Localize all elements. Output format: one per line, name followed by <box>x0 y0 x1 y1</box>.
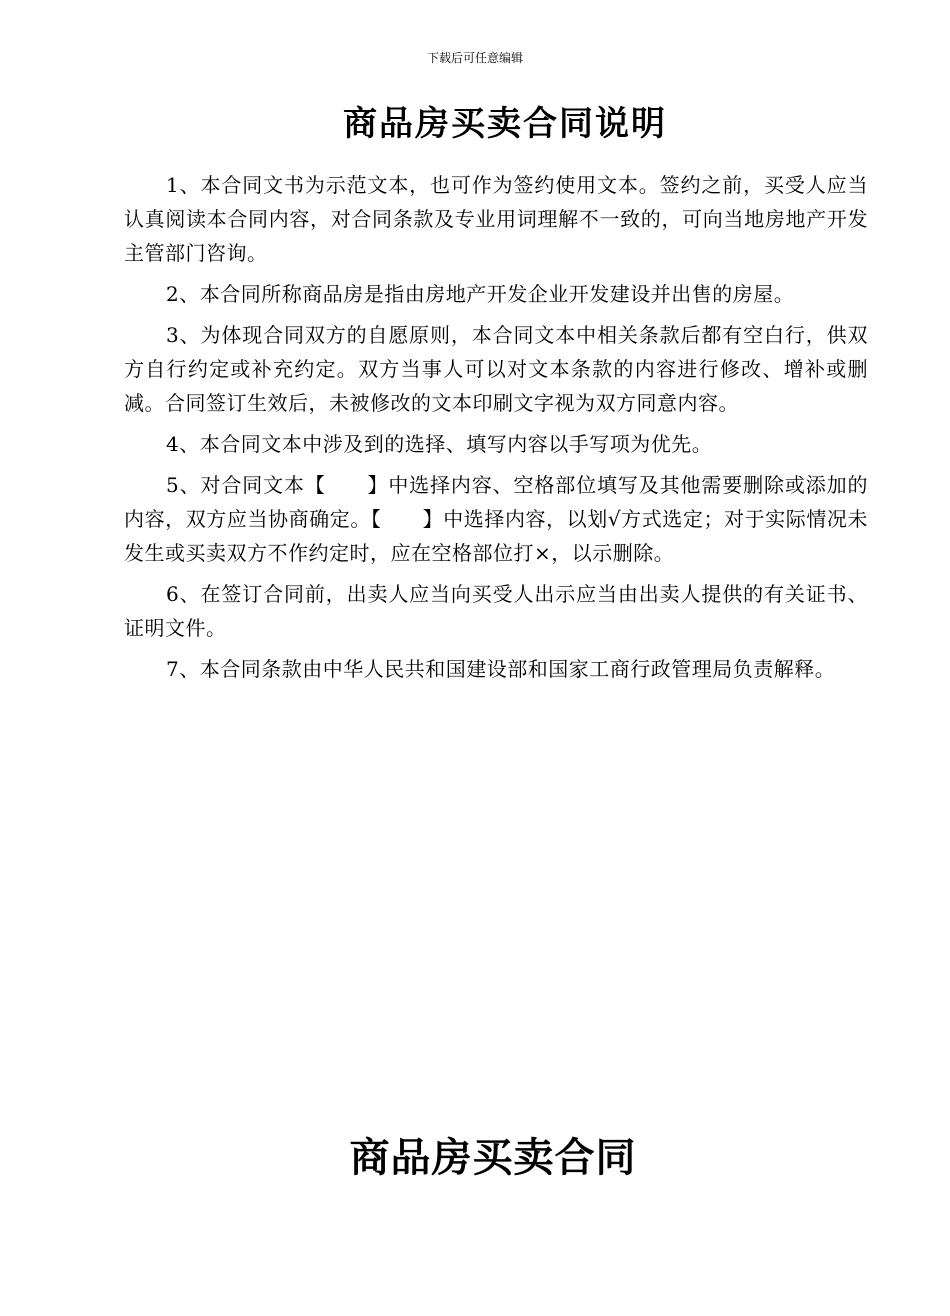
explanation-title: 商品房买卖合同说明 <box>343 104 667 144</box>
header-note: 下载后可任意编辑 <box>426 51 523 65</box>
paragraph-4: 4、本合同文本中涉及到的选择、填写内容以手写项为优先。 <box>166 432 713 456</box>
paragraph-1: 1、本合同文书为示范文本，也可作为签约使用文本。签约之前，买受人应当认真阅读本合同内容，对合同条款及专业用词理解不一致的，可向当地房地产开发主管部门咨询。 <box>124 173 868 265</box>
paragraph-7: 7、本合同条款由中华人民共和国建设部和国家工商行政管理局负责解释。 <box>166 657 836 681</box>
explanation-body <box>124 168 868 693</box>
paragraph-3: 3、为体现合同双方的自愿原则，本合同文本中相关条款后都有空白行，供双方自行约定或补充约定。双方当事人可以对文本条款的内容进行修改、增补或删减。合同签订生效后，未被修改的文本印刷文字视为双方同意内容。 <box>124 323 868 415</box>
paragraph-5: 5、对合同文本【 】中选择内容、空格部位填写及其他需要删除或添加的内容，双方应当协商确定。【 】中选择内容，以划√方式选定；对于实际情况未发生或买卖双方不作约定时，应在空格部位打×，以示删除。 <box>124 473 868 565</box>
paragraph-2: 2、本合同所称商品房是指由房地产开发企业开发建设并出售的房屋。 <box>166 282 795 306</box>
contract-title: 商品房买卖合同 <box>349 1134 637 1181</box>
paragraph-6: 6、在签订合同前，出卖人应当向买受人出示应当由出卖人提供的有关证书、证明文件。 <box>124 582 868 640</box>
